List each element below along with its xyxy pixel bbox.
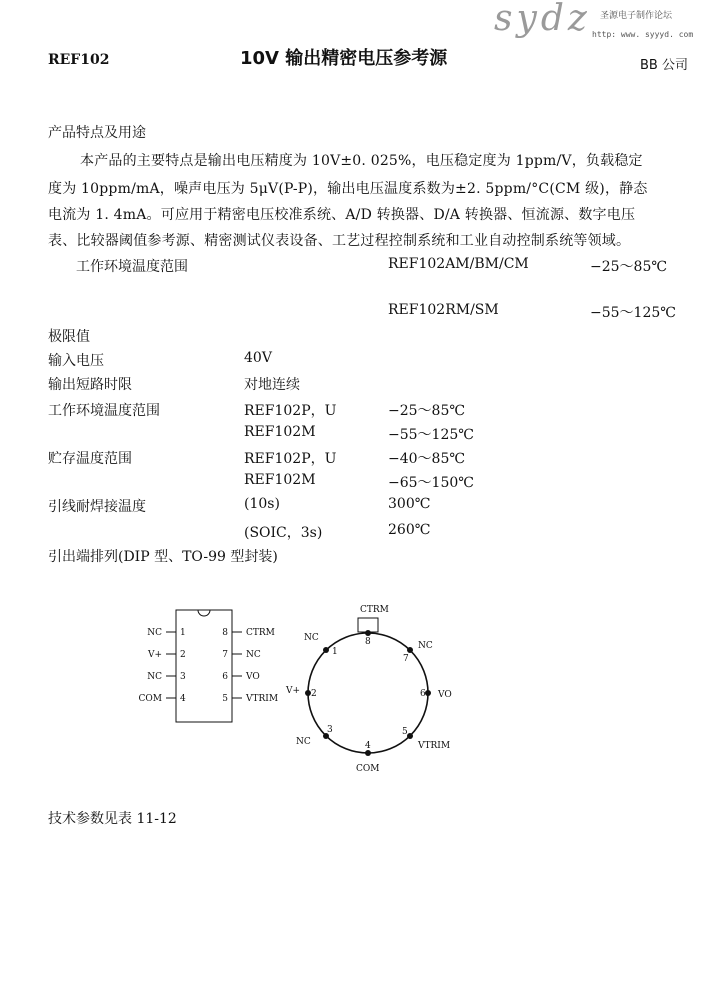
limit-value: −65～150℃ (388, 475, 474, 491)
to99-pin-dot (407, 647, 413, 653)
dip-body (176, 610, 232, 722)
limit-value: 260℃ (388, 522, 431, 538)
company-name: BB 公司 (640, 58, 688, 73)
limit-value: −55～125℃ (388, 427, 474, 443)
to99-pin-name: VTRIM (418, 741, 451, 751)
pinout-svg (100, 598, 500, 778)
to99-pin-dot (425, 690, 431, 696)
limit-value: −40～85℃ (388, 451, 466, 467)
pinout-heading: 引出端排列(DIP 型、TO-99 型封装) (48, 549, 278, 565)
limit-label: 输入电压 (48, 353, 104, 369)
to99-pin-name: CTRM (360, 605, 389, 615)
to99-pin-name: NC (296, 737, 311, 747)
limit-model: (SOIC，3s) (244, 525, 323, 541)
dip-pin-number: 3 (180, 672, 186, 682)
model-number: REF102 (48, 52, 110, 68)
limit-value: 300℃ (388, 496, 431, 512)
limit-model: REF102M (244, 472, 316, 488)
features-line-2: 度为 10ppm/mA，噪声电压为 5μV(P-P)，输出电压温度系数为±2. 5ppm/°C(CM 级)，静态 (48, 181, 648, 197)
to99-pin-dot (407, 733, 413, 739)
to99-tab (358, 618, 378, 632)
to99-pin-number: 4 (365, 741, 371, 751)
dip-pin-number: 1 (180, 628, 186, 638)
to99-pin-name: VO (438, 690, 452, 700)
limit-label: 工作环境温度范围 (48, 403, 160, 419)
limit-value: 对地连续 (244, 377, 300, 393)
to99-pin-name: NC (418, 641, 433, 651)
limits-heading: 极限值 (48, 329, 90, 345)
limit-label: 贮存温度范围 (48, 451, 132, 467)
to99-pin-number: 7 (403, 654, 409, 664)
dip-pin-number: 6 (222, 672, 228, 682)
to99-pin-name: V+ (286, 686, 301, 696)
limit-model: REF102M (244, 424, 316, 440)
dip-pin-name: NC (147, 628, 162, 638)
features-line-1: 本产品的主要特点是输出电压精度为 10V±0. 025%，电压稳定度为 1ppm/V，负载稳定 (80, 153, 643, 169)
dip-pin-name: COM (138, 694, 162, 704)
to99-pin-number: 1 (332, 647, 338, 657)
limit-value: 40V (244, 350, 272, 366)
to99-pin-number: 2 (311, 689, 317, 699)
page-title: 10V 输出精密电压参考源 (240, 48, 448, 69)
operating-range-value: −25～85℃ (590, 259, 668, 275)
dip-pin-name: NC (147, 672, 162, 682)
watermark (488, 0, 705, 56)
features-line-4: 表、比较器阈值参考源、精密测试仪表设备、工艺过程控制系统和工业自动控制系统等领域。 (48, 233, 631, 249)
limit-value: −25～85℃ (388, 403, 466, 419)
to99-pin-number: 8 (365, 637, 371, 647)
to99-pin-dot (323, 647, 329, 653)
dip-pin-number: 2 (180, 650, 186, 660)
limit-model: (10s) (244, 496, 280, 512)
to99-pin-name: NC (304, 633, 319, 643)
operating-range-model: REF102AM/BM/CM (388, 256, 529, 272)
dip-package (139, 610, 279, 722)
to99-pin-dot (365, 630, 371, 636)
dip-pin-name: NC (246, 650, 261, 660)
to99-package (285, 605, 452, 774)
watermark-url: http: www. syyyd. com (592, 30, 694, 39)
watermark-site-name: 圣源电子制作论坛 (600, 11, 673, 21)
features-heading: 产品特点及用途 (48, 125, 146, 141)
dip-notch (198, 610, 210, 616)
operating-range-label: 工作环境温度范围 (76, 259, 188, 275)
limit-model: REF102P，U (244, 451, 337, 467)
pinout-diagram (100, 598, 500, 778)
to99-pin-number: 3 (327, 725, 333, 735)
limit-model: REF102P，U (244, 403, 337, 419)
dip-pin-number: 7 (222, 650, 228, 660)
dip-pin-name: CTRM (246, 628, 275, 638)
operating-range-value: −55～125℃ (590, 305, 676, 321)
watermark-logo: sydz (494, 0, 591, 39)
to99-pin-name: COM (356, 764, 380, 774)
dip-pin-name: VO (246, 672, 260, 682)
dip-pin-name: V+ (147, 650, 162, 660)
limit-label: 输出短路时限 (48, 377, 132, 393)
to99-pin-number: 5 (402, 727, 408, 737)
limit-label: 引线耐焊接温度 (48, 499, 146, 515)
dip-pin-number: 4 (180, 694, 186, 704)
operating-range-model: REF102RM/SM (388, 302, 499, 318)
dip-pin-number: 5 (222, 694, 228, 704)
to99-pin-number: 6 (420, 689, 426, 699)
parameters-note: 技术参数见表 11-12 (48, 811, 177, 827)
dip-pin-name: VTRIM (246, 694, 279, 704)
dip-pin-number: 8 (222, 628, 228, 638)
features-line-3: 电流为 1. 4mA。可应用于精密电压校准系统、A/D 转换器、D/A 转换器、恒流源、数字电压 (48, 207, 636, 223)
